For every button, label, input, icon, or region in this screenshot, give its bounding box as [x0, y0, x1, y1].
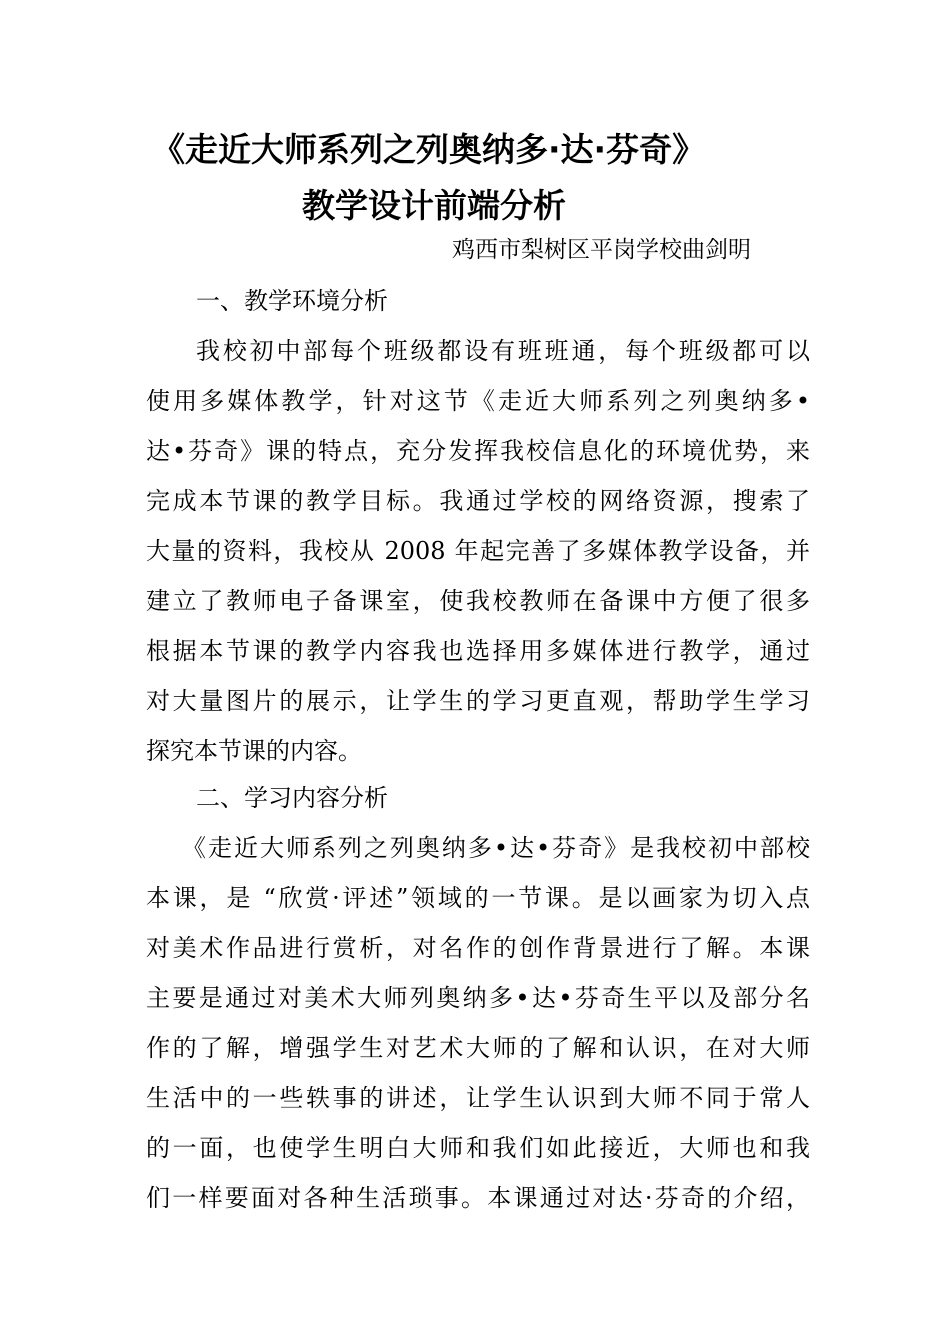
section-heading-environment: 一、教学环境分析	[196, 287, 388, 315]
text-line: 的一面，也使学生明白大师和我们如此接近，大师也和我	[146, 1134, 810, 1162]
paragraph-environment	[146, 326, 810, 776]
text-line: 本课，是 “欣赏·评述”领域的一节课。是以画家为切入点	[146, 884, 810, 912]
text-line: 建立了教师电子备课室，使我校教师在备课中方便了很多	[146, 587, 810, 615]
text-line: 探究本节课的内容。	[146, 737, 362, 765]
author-byline: 鸡西市梨树区平岗学校曲剑明	[452, 237, 751, 263]
text-line: 我校初中部每个班级都设有班班通，每个班级都可以	[196, 337, 810, 365]
paragraph-content	[146, 823, 810, 1223]
text-line: 完成本节课的教学目标。我通过学校的网络资源，搜索了	[146, 487, 810, 515]
text-line: 主要是通过对美术大师列奥纳多•达•芬奇生平以及部分名	[146, 984, 810, 1012]
text-line: 大量的资料，我校从 2008 年起完善了多媒体教学设备，并	[146, 537, 810, 565]
text-line: 使用多媒体教学，针对这节《走近大师系列之列奥纳多•	[146, 387, 810, 415]
text-line: 生活中的一些轶事的讲述，让学生认识到大师不同于常人	[146, 1084, 810, 1112]
document-title: 《走近大师系列之列奥纳多·达·芬奇》	[152, 130, 706, 169]
section-heading-content: 二、学习内容分析	[196, 784, 388, 812]
text-line: 《走近大师系列之列奥纳多•达•芬奇》是我校初中部校	[182, 834, 810, 862]
text-line: 达•芬奇》课的特点，充分发挥我校信息化的环境优势，来	[146, 437, 810, 465]
text-line: 对大量图片的展示，让学生的学习更直观，帮助学生学习	[146, 687, 810, 715]
text-line: 们一样要面对各种生活琐事。本课通过对达·芬奇的介绍，	[146, 1184, 810, 1212]
text-line: 作的了解，增强学生对艺术大师的了解和认识，在对大师	[146, 1034, 810, 1062]
text-line: 对美术作品进行赏析，对名作的创作背景进行了解。本课	[146, 934, 810, 962]
document-subtitle: 教学设计前端分析	[302, 186, 566, 225]
text-line: 根据本节课的教学内容我也选择用多媒体进行教学，通过	[146, 637, 810, 665]
